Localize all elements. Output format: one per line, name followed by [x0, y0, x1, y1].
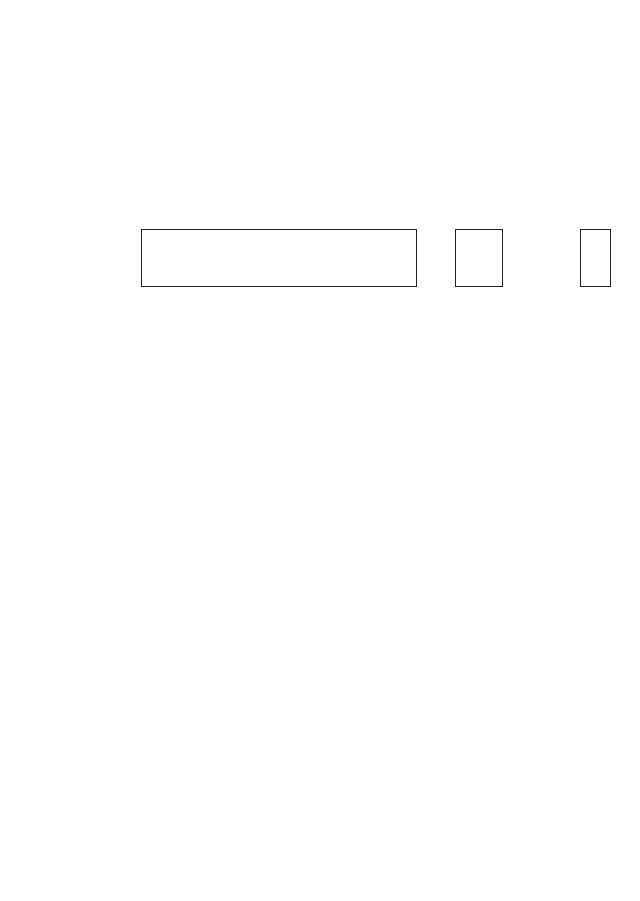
function-name-box — [141, 229, 417, 287]
code-box — [455, 229, 503, 287]
qualification-level-box — [580, 229, 611, 287]
